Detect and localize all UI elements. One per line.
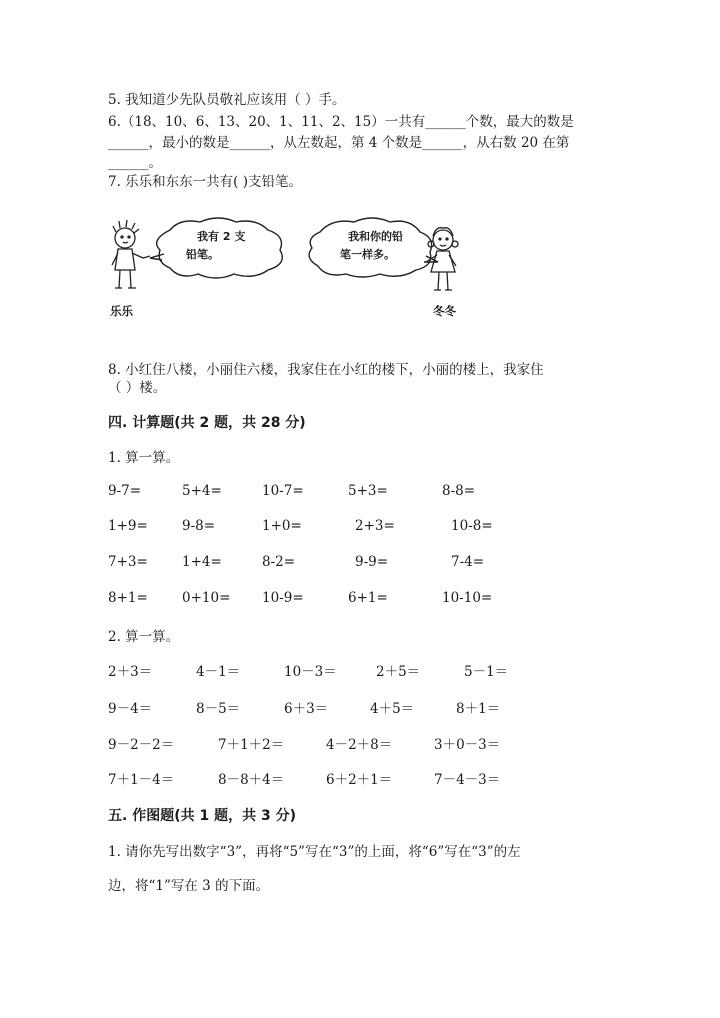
calc-item: 2+3= [355,518,395,534]
calc-item: 7－4－3＝ [434,772,501,788]
calc-item: 8＋1＝ [456,701,501,717]
section-4-heading: 四. 计算题(共 2 题，共 28 分) [108,415,306,431]
calc-item: 7＋1－4＝ [108,772,175,788]
calc-item: 7+3= [108,554,148,570]
boy-figure [112,220,150,288]
name-lele: 乐乐 [110,304,133,318]
question-6-line-3: ______。 [108,155,162,171]
calc-item: 5－1＝ [464,664,509,680]
calc-item: 1+9= [108,518,148,534]
question-6-line-2: ______，最小的数是______，从左数起，第 4 个数是______，从右数 20 在第 [108,135,570,151]
question-8-line-1: 8. 小红住八楼，小丽住六楼，我家住在小红的楼下，小丽的楼上，我家住 [108,362,544,378]
question-6-line-1: 6.（18、10、6、13、20、1、11、2、15）一共有______个数，最大的数是 [108,114,574,130]
calc-item: 2＋5＝ [376,664,421,680]
section-4-sub-2: 2. 算一算。 [108,629,180,645]
calc-item: 9-7= [108,483,142,499]
name-dongdong: 冬冬 [433,304,456,318]
section-4-sub-1: 1. 算一算。 [108,450,180,466]
calc-item: 6＋3＝ [284,701,329,717]
calc-item: 1+0= [262,518,302,534]
section-5-heading: 五. 作图题(共 1 题，共 3 分) [108,808,296,824]
bubble-left-line-2: 铅笔。 [186,248,219,261]
calc-item: 10-7= [262,483,304,499]
calc-item: 8+1= [108,590,148,606]
calc-item: 6+1= [348,590,388,606]
girl-figure [426,228,458,290]
calc-item: 10-10= [442,590,493,606]
calc-item: 1+4= [182,554,222,570]
calc-item: 0+10= [182,590,231,606]
calc-item: 4－2＋8＝ [326,737,393,753]
calc-item: 5+4= [182,483,222,499]
illustration [100,210,480,325]
question-8-line-2: （ ）楼。 [108,380,167,396]
calc-item: 9－2－2＝ [108,737,175,753]
section-5-question-1-line-1: 1. 请你先写出数字“3”，再将“5”写在“3”的上面，将“6”写在“3”的左 [108,844,521,860]
calc-item: 9－4＝ [108,701,153,717]
calc-item: 10-8= [451,518,493,534]
calc-item: 2＋3＝ [108,664,153,680]
calc-item: 6＋2＋1＝ [326,772,393,788]
calc-item: 8-8= [442,483,476,499]
illustration-drawing [100,210,480,325]
calc-item: 7-4= [451,554,485,570]
question-7: 7. 乐乐和东东一共有( )支铅笔。 [108,174,302,190]
calc-item: 9-8= [182,518,216,534]
calc-item: 4＋5＝ [370,701,415,717]
calc-item: 4－1＝ [196,664,241,680]
calc-item: 3＋0－3＝ [434,737,501,753]
section-5-question-1-line-2: 边，将“1”写在 3 的下面。 [108,878,270,894]
calc-item: 10－3＝ [284,664,337,680]
calc-item: 8－8＋4＝ [218,772,285,788]
calc-item: 7＋1＋2＝ [218,737,285,753]
calc-item: 9-9= [355,554,389,570]
bubble-left-line-1: 我有 2 支 [197,230,246,243]
bubble-right-line-2: 笔一样多。 [340,248,395,261]
bubble-right-line-1: 我和你的铅 [348,230,403,243]
calc-item: 8－5＝ [196,701,241,717]
calc-item: 8-2= [262,554,296,570]
calc-item: 5+3= [348,483,388,499]
calc-item: 10-9= [262,590,304,606]
question-5: 5. 我知道少先队员敬礼应该用（ ）手。 [108,92,346,108]
